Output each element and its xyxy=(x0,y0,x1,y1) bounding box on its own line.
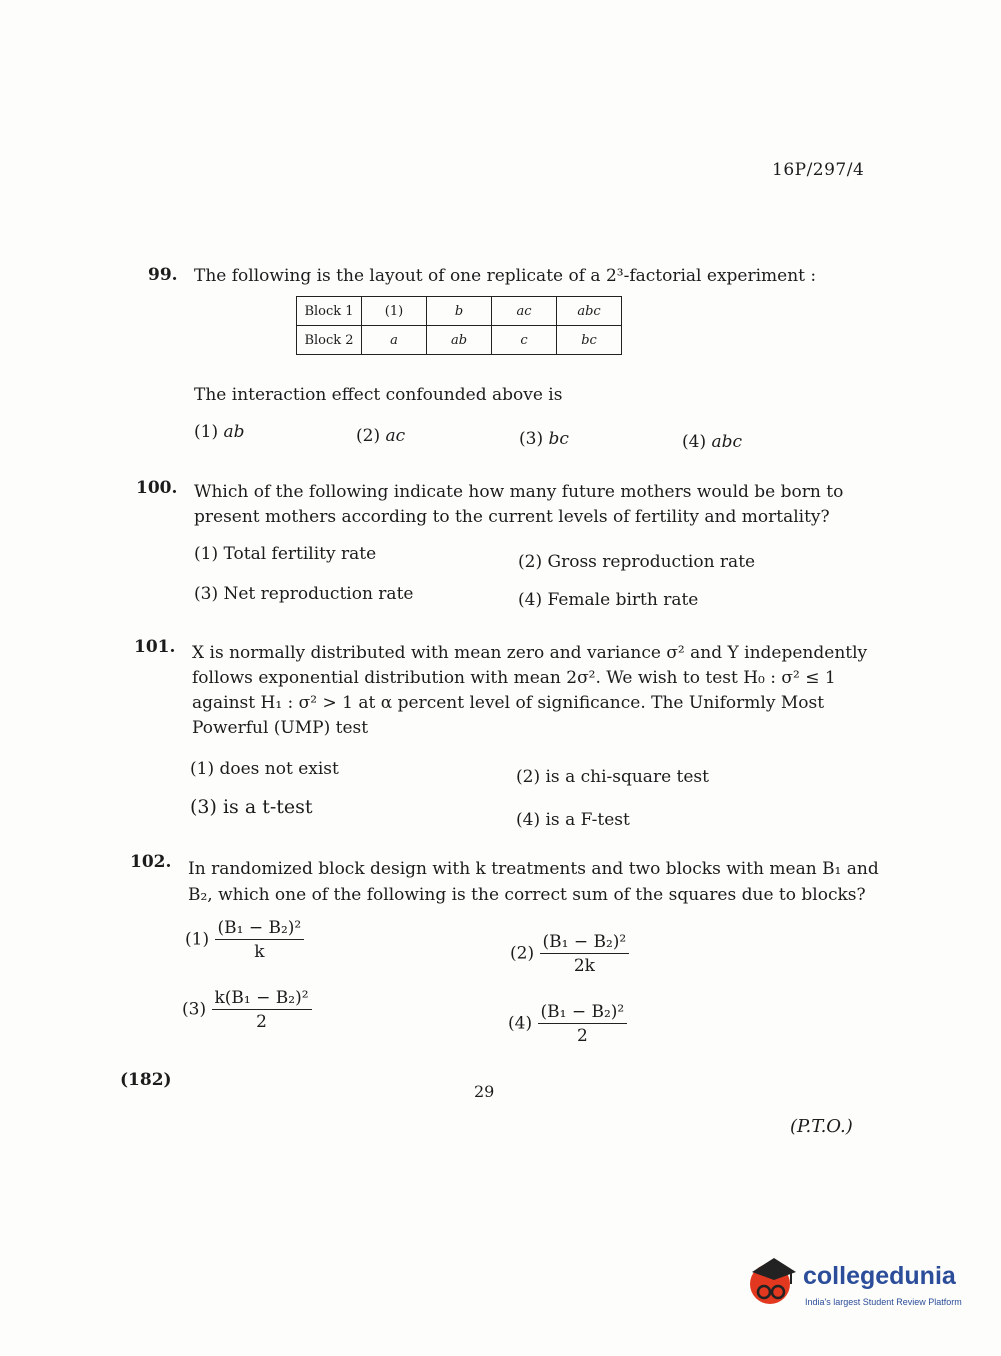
question-100-line: present mothers according to the current levels of fertility and mortality? xyxy=(194,507,830,527)
fraction-denominator: 2 xyxy=(576,1026,588,1046)
q101-option-4[interactable]: (4) is a F-test xyxy=(516,810,630,830)
question-101-line: X is normally distributed with mean zero and variance σ² and Y independently xyxy=(192,643,868,663)
q99-option-4[interactable]: (4) abc xyxy=(682,432,743,452)
treatment-cell: b xyxy=(427,297,492,326)
table-row xyxy=(297,326,622,355)
fraction-denominator: k xyxy=(254,942,265,962)
fraction-numerator: (B₁ − B₂)² xyxy=(538,1002,628,1024)
fraction-numerator: k(B₁ − B₂)² xyxy=(212,988,312,1010)
q99-option-3[interactable]: (3) bc xyxy=(519,429,569,449)
question-102-line: B₂, which one of the following is the correct sum of the squares due to blocks? xyxy=(188,885,866,905)
table-row xyxy=(297,297,622,326)
q99-option-2[interactable]: (2) ac xyxy=(356,426,406,446)
brand-tagline: India's largest Student Review Platform xyxy=(805,1297,962,1307)
q102-option-3[interactable]: (3) $\frac{\text{k(B₁ − B₂)²}}{2}$ xyxy=(182,988,312,1032)
fraction xyxy=(540,932,630,976)
question-99-number: 99. xyxy=(148,265,178,285)
page-number: 29 xyxy=(474,1082,495,1101)
q100-option-2[interactable]: (2) Gross reproduction rate xyxy=(518,552,756,572)
treatment-cell: ab xyxy=(427,326,492,355)
fraction-denominator: 2 xyxy=(256,1012,267,1032)
treatment-cell: abc xyxy=(557,297,622,326)
collegedunia-logo-icon xyxy=(742,1250,804,1312)
question-101-number: 101. xyxy=(134,637,176,657)
question-101-line: Powerful (UMP) test xyxy=(192,718,369,738)
question-101-line: follows exponential distribution with mean 2σ². We wish to test H₀ : σ² ≤ 1 xyxy=(192,668,836,688)
q102-option-1[interactable]: (1) $\frac{\text{(B₁ − B₂)²}}{k}$ xyxy=(185,918,304,962)
question-102-number: 102. xyxy=(130,852,172,872)
block-label: Block 1 xyxy=(297,297,362,326)
fraction xyxy=(215,918,305,962)
treatment-cell: bc xyxy=(557,326,622,355)
treatment-cell: c xyxy=(492,326,557,355)
paper-code: 16P/297/4 xyxy=(772,160,865,180)
fraction xyxy=(212,988,312,1032)
fraction-numerator: (B₁ − B₂)² xyxy=(215,918,305,940)
q100-option-3[interactable]: (3) Net reproduction rate xyxy=(194,584,414,604)
question-101-line: against H₁ : σ² > 1 at α percent level of significance. The Uniformly Most xyxy=(192,693,825,713)
factorial-layout-table xyxy=(296,296,622,355)
question-99-text: The following is the layout of one replicate of a 2³-factorial experiment : xyxy=(194,266,817,286)
q99-option-1[interactable]: (1) ab xyxy=(194,422,245,442)
treatment-cell: a xyxy=(362,326,427,355)
q102-option-2[interactable]: (2) $\frac{\text{(B₁ − B₂)²}}{2k}$ xyxy=(510,932,629,976)
q101-option-2[interactable]: (2) is a chi-square test xyxy=(516,767,709,787)
question-100-line: Which of the following indicate how many future mothers would be born to xyxy=(194,482,844,502)
fraction-numerator: (B₁ − B₂)² xyxy=(540,932,630,954)
set-code: (182) xyxy=(120,1070,172,1090)
question-100-number: 100. xyxy=(136,478,178,498)
question-102-line: In randomized block design with k treatments and two blocks with mean B₁ and xyxy=(188,859,879,879)
q101-option-3[interactable]: (3) is a t-test xyxy=(190,796,313,818)
pto-note: (P.T.O.) xyxy=(790,1116,853,1137)
fraction xyxy=(538,1002,628,1046)
q100-option-1[interactable]: (1) Total fertility rate xyxy=(194,544,377,564)
treatment-cell: (1) xyxy=(362,297,427,326)
q102-option-4[interactable]: (4) $\frac{\text{(B₁ − B₂)²}}{2}$ xyxy=(508,1002,627,1046)
question-99-subtext: The interaction effect confounded above is xyxy=(194,385,563,405)
treatment-cell: ac xyxy=(492,297,557,326)
block-label: Block 2 xyxy=(297,326,362,355)
q101-option-1[interactable]: (1) does not exist xyxy=(190,759,339,779)
brand-name: collegedunia xyxy=(803,1262,956,1290)
fraction-denominator: 2k xyxy=(573,956,595,976)
q100-option-4[interactable]: (4) Female birth rate xyxy=(518,590,699,610)
